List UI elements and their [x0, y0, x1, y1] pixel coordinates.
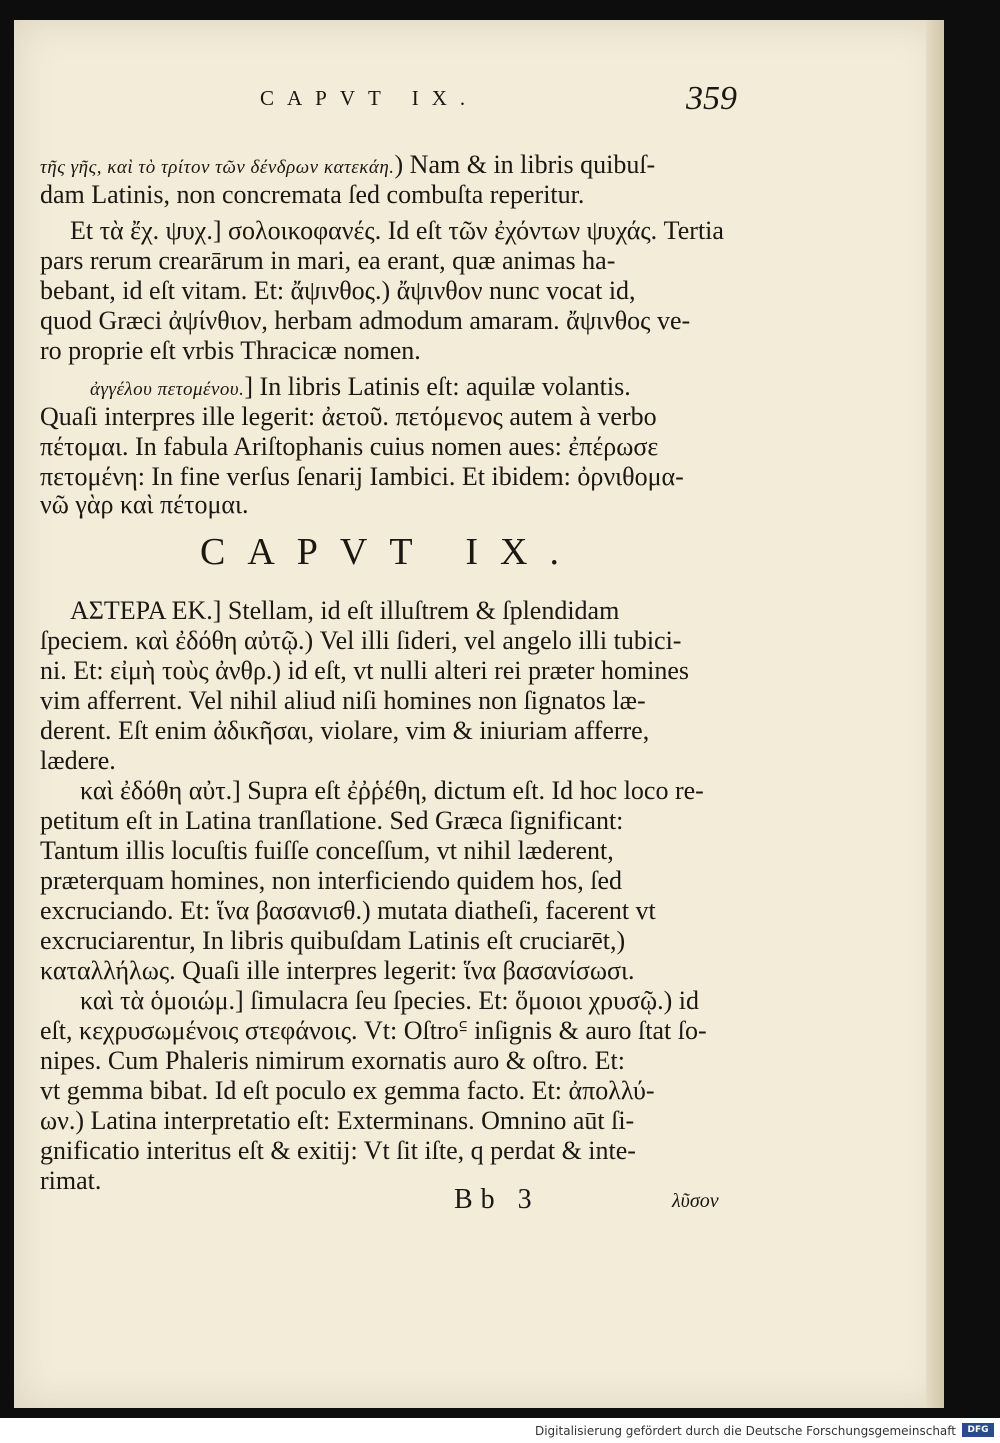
latin-text: ων.) Latina interpretatio eſt: Exterminans. Omnino aūt ſi-: [40, 1106, 635, 1135]
text-line: [40, 180, 584, 210]
latin-text: dam Latinis, non concremata ſed combuſta reperitur.: [40, 180, 585, 209]
latin-text: πετομένη: In fine verſus ſenarij Iambici. Et ibidem: ὀρνιθομα-: [40, 462, 684, 491]
latin-text: bebant, id eſt vitam. Et: ἄψινθος.) ἄψινθον nunc vocat id,: [40, 276, 636, 305]
latin-text: ΑΣΤΕΡΑ ΕΚ.] Stellam, id eſt illuſtrem & ſplendidam: [70, 596, 620, 625]
latin-text: præterquam homines, non interficiendo quidem hos, ſed: [40, 866, 622, 895]
text-line: [40, 896, 656, 926]
text-line: [40, 462, 684, 492]
text-line: [70, 216, 724, 246]
chapter-heading: CAPVT IX.: [200, 531, 581, 573]
running-head: CAPVT IX.: [260, 86, 479, 110]
latin-text: derent. Eſt enim ἀδικῆσαι, violare, vim & iniuriam afferre,: [40, 716, 650, 745]
text-line: [40, 836, 614, 866]
latin-text: excruciando. Et: ἵνα βασανισθ.) mutata diatheſi, facerent vt: [40, 896, 656, 925]
footer-bar: [0, 1418, 1000, 1443]
text-line: [40, 490, 249, 520]
latin-text: πέτομαι. In fabula Ariſtophanis cuius nomen aues: ἐπέρωσε: [40, 432, 659, 461]
latin-text: excruciarentur, In libris quibuſdam Latinis eſt cruciarēt,): [40, 926, 626, 955]
greek-lemma: ἀγγέλου πετομένου.: [90, 379, 245, 400]
latin-text: νῶ γὰρ καὶ πέτομαι.: [40, 490, 249, 519]
text-line: [40, 246, 615, 276]
text-line: [40, 336, 421, 366]
latin-text: rimat.: [40, 1166, 102, 1195]
text-line: [40, 686, 646, 716]
text-line: [40, 150, 655, 183]
text-line: [80, 986, 699, 1016]
text-line: [70, 596, 619, 626]
latin-text: ſpeciem. καὶ ἐδόθη αὐτῷ.) Vel illi ſideri, vel angelo illi tubici-: [40, 626, 682, 655]
latin-text: nipes. Cum Phaleris nimirum exornatis auro & oſtro. Et:: [40, 1046, 625, 1075]
text-line: [40, 806, 623, 836]
text-line: [80, 776, 704, 806]
page-number: 359: [686, 80, 737, 117]
latin-text: petitum eſt in Latina tranſlatione. Sed Græca ſignificant:: [40, 806, 624, 835]
text-line: [40, 276, 636, 306]
book-page: [14, 20, 944, 1408]
text-line: [40, 432, 658, 462]
latin-text: ] In libris Latinis eſt: aquilæ volantis.: [244, 372, 631, 401]
text-line: [40, 716, 649, 746]
text-line: [40, 402, 657, 432]
page-edge: [926, 20, 944, 1408]
text-line: [90, 372, 631, 405]
text-line: [40, 1136, 636, 1166]
latin-text: Tantum illis locuſtis fuiſſe conceſſum, vt nihil læderent,: [40, 836, 614, 865]
latin-text: pars rerum crearārum in mari, ea erant, quæ animas ha-: [40, 246, 616, 275]
latin-text: ni. Et: εἰμὴ τοὺς ἀνθρ.) id eſt, vt nulli alteri rei præter homines: [40, 656, 690, 685]
latin-text: quod Græci ἀψίνθιον, herbam admodum amaram. ἄψινθος ve-: [40, 306, 691, 335]
latin-text: vim afferrent. Vel nihil aliud niſi homines non ſignatos læ-: [40, 686, 646, 715]
dfg-logo: DFG: [962, 1423, 994, 1437]
greek-lemma: τῆς γῆς, καὶ τὸ τρίτον τῶν δένδρων κατεκάη.: [40, 157, 395, 178]
text-line: [40, 1046, 625, 1076]
latin-text: καταλλήλως. Quaſi ille interpres legerit: ἵνα βασανίσωσι.: [40, 956, 635, 985]
text-line: [40, 1016, 707, 1046]
latin-text: gnificatio interitus eſt & exitij: Vt ſit iſte, q perdat & inte-: [40, 1136, 636, 1165]
latin-text: καὶ ἐδόθη αὐτ.] Supra eſt ἐῤῥέθη, dictum eſt. Id hoc loco re-: [80, 776, 704, 805]
text-line: [40, 626, 681, 656]
latin-text: ro proprie eſt vrbis Thracicæ nomen.: [40, 336, 421, 365]
text-line: [40, 1106, 634, 1136]
latin-text: lædere.: [40, 746, 116, 775]
latin-text: καὶ τὰ ὁμοιώμ.] ſimulacra ſeu ſpecies. Et: ὅμοιοι χρυσῷ.) id: [80, 986, 699, 1015]
funding-credit: Digitalisierung gefördert durch die Deutsche Forschungsgemeinschaft: [534, 1424, 956, 1438]
latin-text: ) Nam & in libris quibuſ-: [394, 150, 656, 179]
text-line: [40, 926, 625, 956]
text-line: [40, 956, 634, 986]
catchword: λῦσον: [672, 1190, 719, 1212]
text-line: [40, 1076, 655, 1106]
text-line: [40, 306, 690, 336]
text-line: [40, 746, 116, 776]
latin-text: Et τὰ ἔχ. ψυχ.] σολοικοφανές. Id eſt τῶν ἐχόντων ψυχάς. Tertia: [70, 216, 724, 245]
latin-text: Quaſi interpres ille legerit: ἀετοῦ. πετόμενος autem à verbo: [40, 402, 657, 431]
text-line: [40, 866, 622, 896]
signature-mark: Bb 3: [454, 1184, 540, 1215]
latin-text: vt gemma bibat. Id eſt poculo ex gemma facto. Et: ἀπολλύ-: [40, 1076, 655, 1105]
text-line: [40, 656, 689, 686]
latin-text: eſt, κεχρυσωμένοις στεφάνοις. Vt: Oſtro꜃ inſignis & auro ſtat ſo-: [40, 1016, 707, 1045]
text-line: [40, 1166, 101, 1196]
